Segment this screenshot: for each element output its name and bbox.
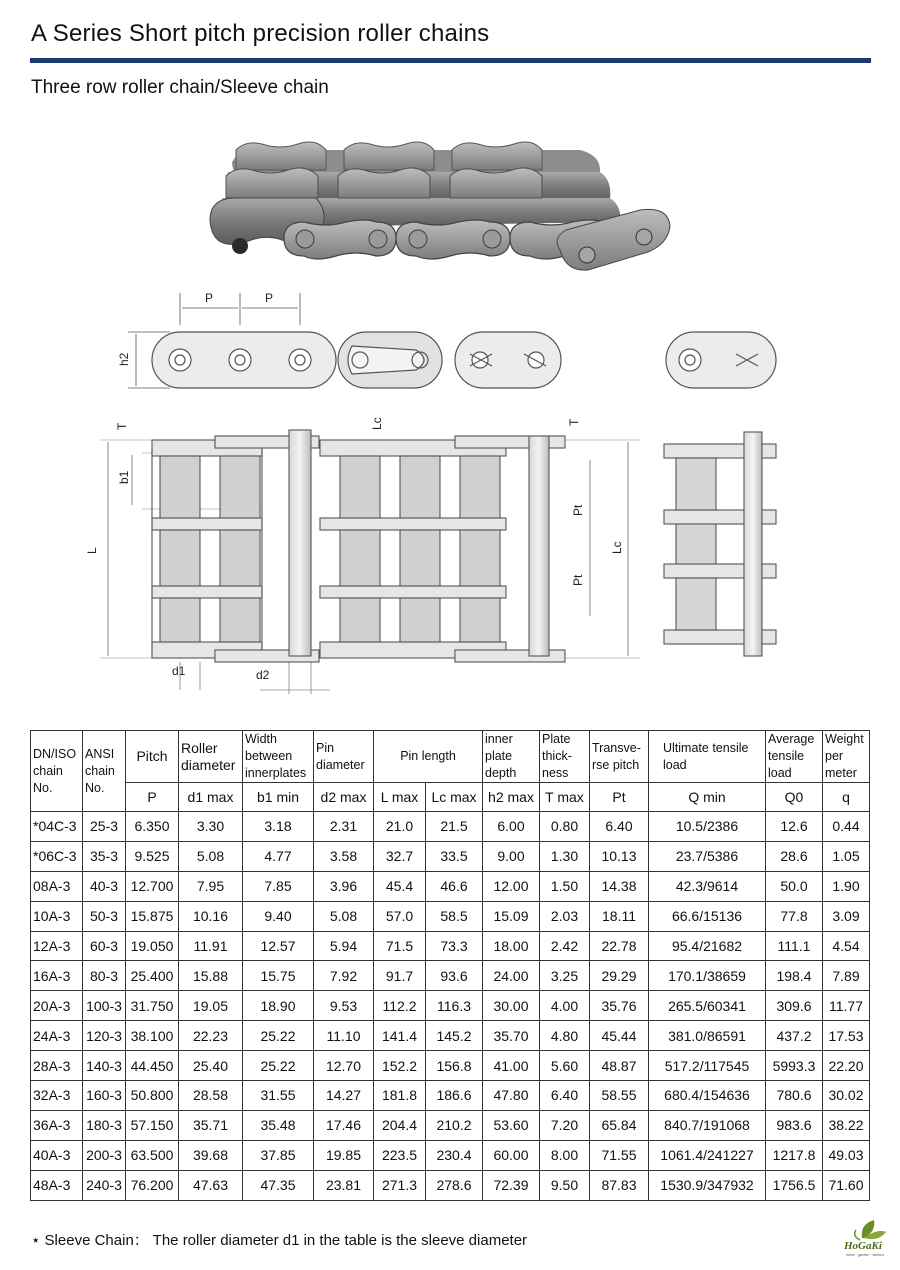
table-row	[31, 841, 870, 871]
plan-view-drawing	[100, 430, 776, 694]
table-cell: 6.350	[126, 812, 179, 842]
table-cell: 12.700	[126, 871, 179, 901]
header-plate-thickness: Plate thick-ness	[540, 731, 590, 783]
table-cell: 28A-3	[31, 1051, 83, 1081]
table-cell: 32.7	[374, 841, 426, 871]
table-cell: 31.55	[243, 1081, 314, 1111]
table-cell: 1217.8	[766, 1140, 823, 1170]
table-cell: 3.58	[314, 841, 374, 871]
table-cell: 100-3	[83, 991, 126, 1021]
table-cell: 160-3	[83, 1081, 126, 1111]
table-cell: 80-3	[83, 961, 126, 991]
label-pt-1: Pt	[571, 504, 585, 516]
table-cell: 9.525	[126, 841, 179, 871]
table-cell: 517.2/117545	[649, 1051, 766, 1081]
table-cell: 983.6	[766, 1110, 823, 1140]
symbol-cell: d1 max	[179, 783, 243, 812]
table-cell: 40-3	[83, 871, 126, 901]
table-cell: 12.57	[243, 931, 314, 961]
symbol-cell: Pt	[590, 783, 649, 812]
title-rule	[30, 58, 871, 63]
table-cell: 7.85	[243, 871, 314, 901]
table-row	[31, 1110, 870, 1140]
table-cell: *04C-3	[31, 812, 83, 842]
label-lc-top: Lc	[370, 417, 384, 430]
table-cell: 15.09	[483, 901, 540, 931]
table-cell: 9.40	[243, 901, 314, 931]
label-d2: d2	[256, 668, 270, 682]
table-cell: 60-3	[83, 931, 126, 961]
table-cell: 57.0	[374, 901, 426, 931]
table-cell: 6.00	[483, 812, 540, 842]
table-cell: 0.80	[540, 812, 590, 842]
table-cell: 93.6	[426, 961, 483, 991]
label-lc-right: Lc	[610, 541, 624, 554]
spec-table	[30, 730, 870, 1201]
table-cell: 58.5	[426, 901, 483, 931]
table-cell: 210.2	[426, 1110, 483, 1140]
table-cell: 3.30	[179, 812, 243, 842]
table-cell: 63.500	[126, 1140, 179, 1170]
table-cell: 152.2	[374, 1051, 426, 1081]
table-cell: 271.3	[374, 1170, 426, 1200]
table-cell: 265.5/60341	[649, 991, 766, 1021]
table-cell: 5.08	[179, 841, 243, 871]
table-cell: 50.800	[126, 1081, 179, 1111]
table-cell: 23.7/5386	[649, 841, 766, 871]
table-cell: 32A-3	[31, 1081, 83, 1111]
table-cell: 25.22	[243, 1051, 314, 1081]
table-cell: 181.8	[374, 1081, 426, 1111]
label-d1: d1	[172, 664, 186, 678]
table-cell: 1.50	[540, 871, 590, 901]
table-cell: 170.1/38659	[649, 961, 766, 991]
table-cell: 840.7/191068	[649, 1110, 766, 1140]
table-cell: 33.5	[426, 841, 483, 871]
table-cell: 08A-3	[31, 871, 83, 901]
header-transverse-pitch: Transve-rse pitch	[590, 731, 649, 783]
table-cell: 4.77	[243, 841, 314, 871]
table-cell: 47.63	[179, 1170, 243, 1200]
label-l: L	[85, 547, 99, 554]
table-cell: 223.5	[374, 1140, 426, 1170]
table-cell: 30.02	[823, 1081, 870, 1111]
table-cell: 87.83	[590, 1170, 649, 1200]
table-cell: 4.80	[540, 1021, 590, 1051]
table-cell: 5.60	[540, 1051, 590, 1081]
table-cell: 2.42	[540, 931, 590, 961]
table-cell: 31.750	[126, 991, 179, 1021]
chain-figure	[0, 110, 900, 720]
table-cell: 1.05	[823, 841, 870, 871]
symbol-cell: T max	[540, 783, 590, 812]
table-cell: 5.94	[314, 931, 374, 961]
label-t-left: T	[115, 422, 129, 430]
table-cell: 437.2	[766, 1021, 823, 1051]
table-cell: 156.8	[426, 1051, 483, 1081]
header-pitch: Pitch	[126, 731, 179, 783]
label-b1: b1	[117, 470, 131, 484]
table-cell: 21.5	[426, 812, 483, 842]
table-cell: 14.27	[314, 1081, 374, 1111]
table-cell: 30.00	[483, 991, 540, 1021]
table-cell: 180-3	[83, 1110, 126, 1140]
header-plate-depth: inner plate depth	[483, 731, 540, 783]
header-inner-width: Width between innerplates	[243, 731, 314, 783]
table-cell: 5993.3	[766, 1051, 823, 1081]
table-cell: 5.08	[314, 901, 374, 931]
table-cell: 10.16	[179, 901, 243, 931]
table-cell: 29.29	[590, 961, 649, 991]
table-cell: 42.3/9614	[649, 871, 766, 901]
symbol-cell: L max	[374, 783, 426, 812]
table-cell: 72.39	[483, 1170, 540, 1200]
table-cell: 49.03	[823, 1140, 870, 1170]
table-cell: 198.4	[766, 961, 823, 991]
table-cell: 120-3	[83, 1021, 126, 1051]
header-weight: Weight per meter	[823, 731, 870, 783]
table-cell: 35.70	[483, 1021, 540, 1051]
table-cell: 57.150	[126, 1110, 179, 1140]
header-ultimate-load: Ultimate tensile load	[649, 731, 766, 783]
table-row	[31, 901, 870, 931]
table-cell: 45.4	[374, 871, 426, 901]
table-cell: 44.450	[126, 1051, 179, 1081]
table-cell: 1.30	[540, 841, 590, 871]
table-cell: 12A-3	[31, 931, 83, 961]
table-cell: *06C-3	[31, 841, 83, 871]
symbol-cell: q	[823, 783, 870, 812]
table-cell: 77.8	[766, 901, 823, 931]
table-symbol-row	[31, 783, 870, 812]
table-cell: 35-3	[83, 841, 126, 871]
leaf-icon	[855, 1220, 886, 1240]
table-cell: 20A-3	[31, 991, 83, 1021]
table-cell: 28.6	[766, 841, 823, 871]
table-cell: 1756.5	[766, 1170, 823, 1200]
table-cell: 12.00	[483, 871, 540, 901]
table-row	[31, 1021, 870, 1051]
table-cell: 53.60	[483, 1110, 540, 1140]
chain-photo	[210, 142, 670, 270]
table-cell: 204.4	[374, 1110, 426, 1140]
header-ansi: ANSI chain No.	[83, 731, 126, 812]
table-row	[31, 931, 870, 961]
table-cell: 19.05	[179, 991, 243, 1021]
header-pin-length: Pin length	[374, 731, 483, 783]
table-row	[31, 1051, 870, 1081]
header-pin-diameter: Pin diameter	[314, 731, 374, 783]
table-cell: 145.2	[426, 1021, 483, 1051]
table-cell: 0.44	[823, 812, 870, 842]
table-cell: 21.0	[374, 812, 426, 842]
table-cell: 14.38	[590, 871, 649, 901]
symbol-cell: b1 min	[243, 783, 314, 812]
table-cell: 36A-3	[31, 1110, 83, 1140]
table-cell: 22.23	[179, 1021, 243, 1051]
table-cell: 95.4/21682	[649, 931, 766, 961]
table-cell: 18.00	[483, 931, 540, 961]
table-cell: 16A-3	[31, 961, 83, 991]
table-cell: 3.25	[540, 961, 590, 991]
table-cell: 186.6	[426, 1081, 483, 1111]
table-cell: 71.5	[374, 931, 426, 961]
table-cell: 11.77	[823, 991, 870, 1021]
table-cell: 47.80	[483, 1081, 540, 1111]
table-cell: 141.4	[374, 1021, 426, 1051]
table-cell: 22.78	[590, 931, 649, 961]
table-cell: 17.53	[823, 1021, 870, 1051]
table-cell: 8.00	[540, 1140, 590, 1170]
table-cell: 278.6	[426, 1170, 483, 1200]
table-body	[31, 812, 870, 1201]
table-row	[31, 1081, 870, 1111]
table-row	[31, 1170, 870, 1200]
table-cell: 28.58	[179, 1081, 243, 1111]
symbol-cell: Q0	[766, 783, 823, 812]
table-cell: 2.31	[314, 812, 374, 842]
table-cell: 58.55	[590, 1081, 649, 1111]
table-cell: 4.00	[540, 991, 590, 1021]
table-cell: 381.0/86591	[649, 1021, 766, 1051]
page-subtitle: Three row roller chain/Sleeve chain	[31, 77, 329, 98]
table-cell: 9.00	[483, 841, 540, 871]
table-cell: 35.48	[243, 1110, 314, 1140]
table-row	[31, 812, 870, 842]
table-cell: 37.85	[243, 1140, 314, 1170]
table-cell: 19.050	[126, 931, 179, 961]
table-cell: 24A-3	[31, 1021, 83, 1051]
table-header-row	[31, 731, 870, 783]
table-cell: 6.40	[590, 812, 649, 842]
table-cell: 71.55	[590, 1140, 649, 1170]
table-cell: 9.50	[540, 1170, 590, 1200]
label-t-right: T	[567, 418, 581, 426]
table-cell: 45.44	[590, 1021, 649, 1051]
table-cell: 66.6/15136	[649, 901, 766, 931]
table-cell: 60.00	[483, 1140, 540, 1170]
table-cell: 35.76	[590, 991, 649, 1021]
table-row	[31, 961, 870, 991]
table-cell: 40A-3	[31, 1140, 83, 1170]
table-cell: 11.10	[314, 1021, 374, 1051]
table-cell: 38.100	[126, 1021, 179, 1051]
table-cell: 22.20	[823, 1051, 870, 1081]
table-row	[31, 991, 870, 1021]
table-cell: 25.40	[179, 1051, 243, 1081]
table-cell: 3.09	[823, 901, 870, 931]
table-cell: 7.95	[179, 871, 243, 901]
table-cell: 140-3	[83, 1051, 126, 1081]
table-cell: 240-3	[83, 1170, 126, 1200]
table-cell: 71.60	[823, 1170, 870, 1200]
table-cell: 46.6	[426, 871, 483, 901]
table-cell: 10.5/2386	[649, 812, 766, 842]
table-cell: 12.70	[314, 1051, 374, 1081]
table-cell: 25.400	[126, 961, 179, 991]
symbol-cell: h2 max	[483, 783, 540, 812]
table-cell: 3.18	[243, 812, 314, 842]
header-average-load: Average tensile load	[766, 731, 823, 783]
table-cell: 15.88	[179, 961, 243, 991]
side-view-drawing	[128, 293, 776, 388]
header-chain-no: DN/ISO chain No.	[31, 731, 83, 812]
table-row	[31, 871, 870, 901]
page-title: A Series Short pitch precision roller chains	[31, 20, 490, 47]
symbol-cell: Lc max	[426, 783, 483, 812]
label-p-2: P	[265, 291, 274, 305]
table-cell: 6.40	[540, 1081, 590, 1111]
table-cell: 1.90	[823, 871, 870, 901]
table-cell: 4.54	[823, 931, 870, 961]
table-cell: 15.75	[243, 961, 314, 991]
label-pt-2: Pt	[571, 574, 585, 586]
label-h2: h2	[117, 352, 131, 366]
table-cell: 10A-3	[31, 901, 83, 931]
table-cell: 17.46	[314, 1110, 374, 1140]
table-cell: 23.81	[314, 1170, 374, 1200]
table-cell: 7.89	[823, 961, 870, 991]
table-cell: 65.84	[590, 1110, 649, 1140]
table-cell: 25-3	[83, 812, 126, 842]
table-cell: 12.6	[766, 812, 823, 842]
symbol-cell: d2 max	[314, 783, 374, 812]
table-cell: 47.35	[243, 1170, 314, 1200]
table-cell: 24.00	[483, 961, 540, 991]
table-cell: 15.875	[126, 901, 179, 931]
logo-text: HoGaKi	[844, 1240, 882, 1252]
table-cell: 1530.9/347932	[649, 1170, 766, 1200]
table-cell: 73.3	[426, 931, 483, 961]
table-cell: 10.13	[590, 841, 649, 871]
table-cell: 116.3	[426, 991, 483, 1021]
table-cell: 3.96	[314, 871, 374, 901]
table-cell: 1061.4/241227	[649, 1140, 766, 1170]
table-cell: 18.11	[590, 901, 649, 931]
header-roller-diameter: Roller diameter	[179, 731, 243, 783]
symbol-cell: P	[126, 783, 179, 812]
table-cell: 780.6	[766, 1081, 823, 1111]
hogaki-logo	[842, 1218, 900, 1258]
table-cell: 39.68	[179, 1140, 243, 1170]
table-cell: 200-3	[83, 1140, 126, 1170]
table-cell: 48.87	[590, 1051, 649, 1081]
logo-tagline: home · garden · kitchen	[846, 1253, 884, 1257]
table-cell: 48A-3	[31, 1170, 83, 1200]
table-cell: 38.22	[823, 1110, 870, 1140]
table-cell: 680.4/154636	[649, 1081, 766, 1111]
table-cell: 230.4	[426, 1140, 483, 1170]
table-row	[31, 1140, 870, 1170]
table-cell: 35.71	[179, 1110, 243, 1140]
table-cell: 11.91	[179, 931, 243, 961]
symbol-cell: Q min	[649, 783, 766, 812]
table-cell: 2.03	[540, 901, 590, 931]
table-cell: 41.00	[483, 1051, 540, 1081]
table-cell: 9.53	[314, 991, 374, 1021]
table-cell: 25.22	[243, 1021, 314, 1051]
label-p-1: P	[205, 291, 214, 305]
table-cell: 50-3	[83, 901, 126, 931]
table-cell: 7.20	[540, 1110, 590, 1140]
table-cell: 309.6	[766, 991, 823, 1021]
footnote: ⋆ Sleeve Chain： The roller diameter d1 in the table is the sleeve diameter	[31, 1232, 528, 1249]
table-cell: 18.90	[243, 991, 314, 1021]
table-cell: 111.1	[766, 931, 823, 961]
table-cell: 19.85	[314, 1140, 374, 1170]
table-cell: 76.200	[126, 1170, 179, 1200]
table-cell: 50.0	[766, 871, 823, 901]
table-cell: 7.92	[314, 961, 374, 991]
table-cell: 112.2	[374, 991, 426, 1021]
table-cell: 91.7	[374, 961, 426, 991]
